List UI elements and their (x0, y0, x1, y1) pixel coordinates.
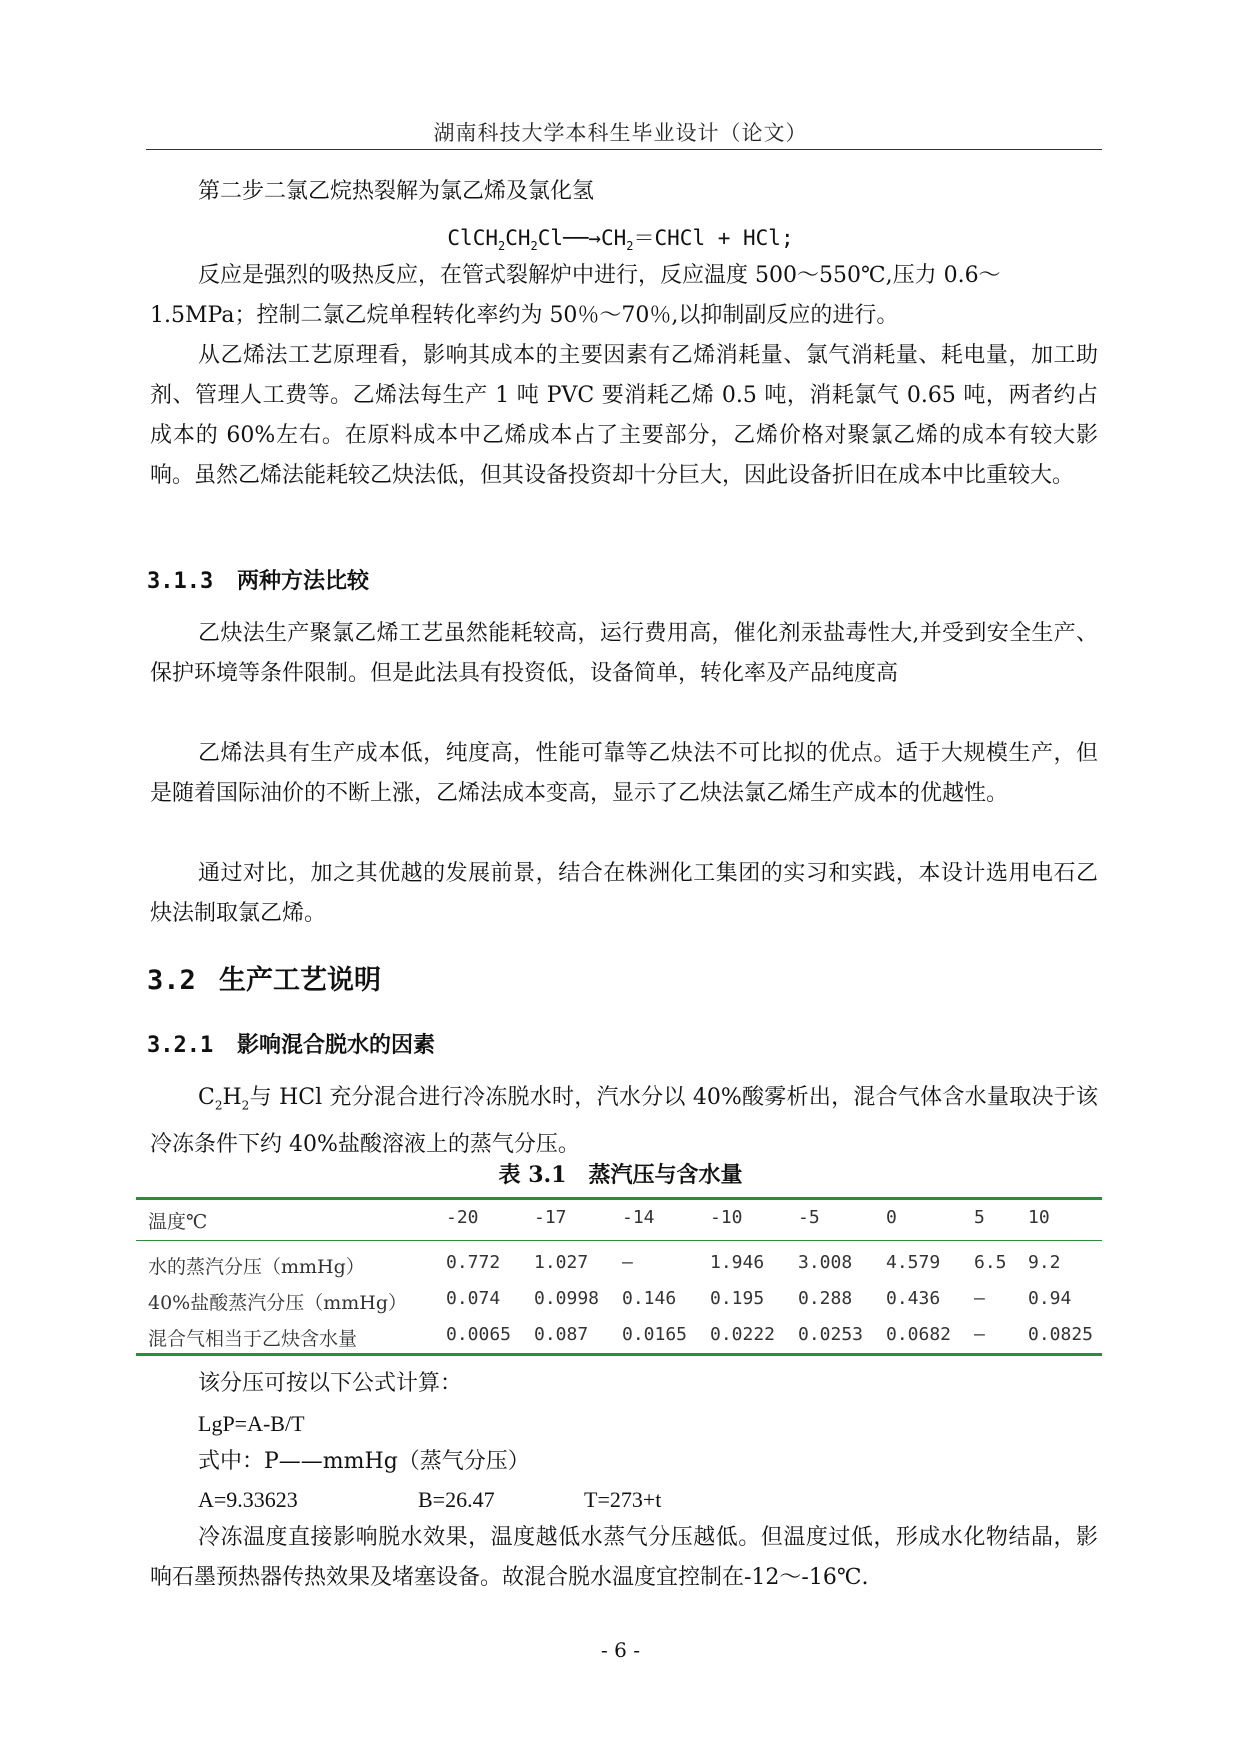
eq-lhs-end: Cl (537, 226, 564, 250)
table-cell: — (974, 1324, 985, 1345)
para-c2h2-text: 与 HCl 充分混合进行冷冻脱水时，汽水分以 40%酸雾析出，混合气体含水量取决于该冷冻条件下约 40%盐酸溶液上的蒸气分压。 (150, 1085, 1098, 1158)
row-label: 水的蒸汽分压（mmHg） (148, 1256, 365, 1278)
formula: LgP=A-B/T (198, 1411, 305, 1436)
para-reaction-line2: 1.5MPa；控制二氯乙烷单程转化率约为 50％～70％,以抑制副反应的进行。 (150, 303, 899, 328)
table-caption: 表 3.1 蒸汽压与含水量 (498, 1162, 743, 1188)
eq-lhs-mid: CH (505, 226, 531, 250)
constant-a: A=9.33623 (198, 1487, 298, 1512)
table-cell: 1.027 (534, 1252, 589, 1273)
header-rule (146, 149, 1102, 150)
eq-sub: 2 (626, 239, 634, 254)
chem-sub: 2 (214, 1098, 223, 1113)
table-cell: 0.0682 (886, 1324, 952, 1345)
section-heading-3-1-3 (147, 564, 369, 595)
table-cell: 0.0998 (534, 1288, 600, 1309)
chem-h: H (222, 1085, 242, 1110)
header-cell: -5 (798, 1207, 820, 1228)
table-cell: 0.288 (798, 1288, 853, 1309)
table-cell: 4.579 (886, 1252, 941, 1273)
table-row (136, 1281, 1102, 1317)
formula-where: 式中：P——mmHg（蒸气分压） (198, 1449, 530, 1474)
para-c2h2-hcl (150, 1078, 1098, 1165)
header-cell: -17 (534, 1207, 567, 1228)
eq-rhs: CH (600, 226, 627, 250)
section-heading-3-2 (147, 958, 381, 997)
vapor-pressure-table (136, 1197, 1102, 1356)
table-cell: — (622, 1252, 633, 1273)
header-cell: -10 (710, 1207, 743, 1228)
reaction-equation (0, 222, 1241, 253)
section-number: 3.2 (147, 965, 196, 996)
table-cell: 9.2 (1028, 1252, 1061, 1273)
table-cell: 0.0222 (710, 1324, 776, 1345)
section-title: 两种方法比较 (237, 568, 370, 594)
table-cell: 0.94 (1028, 1288, 1072, 1309)
table-cell: 0.195 (710, 1288, 765, 1309)
constant-t: T=273+t (584, 1487, 662, 1512)
para-reaction-line1: 反应是强烈的吸热反应，在管式裂解炉中进行，反应温度 500～550℃,压力 0.6～ (198, 263, 1001, 288)
formula-intro: 该分压可按以下公式计算： (198, 1371, 463, 1396)
header-cell: 0 (886, 1207, 897, 1228)
section-title: 影响混合脱水的因素 (237, 1032, 436, 1058)
table-cell: — (974, 1288, 985, 1309)
table-cell: 0.0825 (1028, 1324, 1094, 1345)
header-cell: -14 (622, 1207, 655, 1228)
header-cell: 5 (974, 1207, 985, 1228)
header-cell: -20 (446, 1207, 479, 1228)
table-cell: 0.146 (622, 1288, 677, 1309)
table-rule-bottom (136, 1353, 1102, 1356)
section-number: 3.2.1 (147, 1033, 214, 1058)
table-row (136, 1245, 1102, 1281)
table-cell: 0.074 (446, 1288, 501, 1309)
table-row (136, 1317, 1102, 1353)
eq-sub: 2 (530, 239, 538, 254)
table-cell: 0.772 (446, 1252, 501, 1273)
eq-rhs-end: ＝CHCl + HCl; (633, 226, 794, 250)
page-number: - 6 - (601, 1638, 640, 1662)
table-cell: 0.087 (534, 1324, 589, 1345)
constant-b: B=26.47 (418, 1487, 495, 1512)
para-ethylene-advantages: 乙烯法具有生产成本低，纯度高，性能可靠等乙炔法不可比拟的优点。适于大规模生产，但是随着国际油价的不断上涨，乙烯法成本变高，显示了乙炔法氯乙烯生产成本的优越性。 (150, 741, 1098, 806)
table-cell: 0.0253 (798, 1324, 864, 1345)
row-label: 混合气相当于乙炔含水量 (148, 1328, 358, 1350)
para-comparison: 通过对比，加之其优越的发展前景，结合在株洲化工集团的实习和实践，本设计选用电石乙炔法制取氯乙烯。 (150, 861, 1098, 926)
para-freeze-temp: 冷冻温度直接影响脱水效果，温度越低水蒸气分压越低。但温度过低，形成水化物结晶，影响石墨预热器传热效果及堵塞设备。故混合脱水温度宜控制在-12～-16℃. (150, 1525, 1098, 1590)
section-number: 3.1.3 (147, 569, 214, 594)
table-cell: 3.008 (798, 1252, 853, 1273)
running-header: 湖南科技大学本科生毕业设计（论文） (433, 121, 808, 145)
table-cell: 0.0165 (622, 1324, 688, 1345)
table-cell: 1.946 (710, 1252, 765, 1273)
section-heading-3-2-1 (147, 1028, 435, 1059)
row-label: 40%盐酸蒸汽分压（mmHg） (148, 1292, 407, 1314)
chem-sub: 2 (241, 1098, 250, 1113)
para-ethylene-cost: 从乙烯法工艺原理看，影响其成本的主要因素有乙烯消耗量、氯气消耗量、耗电量，加工助剂、管理人工费等。乙烯法每生产 1 吨 PVC 要消耗乙烯 0.5 吨，消耗氯气 0.65 吨，两者约占成本的 60%左右。在原料成本中乙烯成本占了主要部分，乙烯价格对聚氯乙烯的成本有较大影响。虽然乙烯法能耗较乙炔法低，但其设备投资却十分巨大，因此设备折旧在成本中比重较大。 (150, 343, 1098, 488)
table-header-row (136, 1200, 1102, 1240)
chem-c: C (198, 1085, 215, 1110)
para-acetylene-method: 乙炔法生产聚氯乙烯工艺虽然能耗较高，运行费用高，催化剂汞盐毒性大,并受到安全生产、保护环境等条件限制。但是此法具有投资低，设备简单，转化率及产品纯度高 (150, 621, 1098, 686)
header-cell: 10 (1028, 1207, 1050, 1228)
para-step2: 第二步二氯乙烷热裂解为氯乙烯及氯化氢 (198, 179, 595, 204)
eq-lhs: ClCH (447, 226, 498, 250)
table-cell: 6.5 (974, 1252, 1007, 1273)
section-title: 生产工艺说明 (219, 965, 381, 996)
table-cell: 0.436 (886, 1288, 941, 1309)
table-cell: 0.0065 (446, 1324, 512, 1345)
eq-arrow: ──→ (563, 226, 601, 250)
header-cell-label: 温度℃ (148, 1211, 208, 1233)
eq-sub: 2 (497, 239, 506, 254)
